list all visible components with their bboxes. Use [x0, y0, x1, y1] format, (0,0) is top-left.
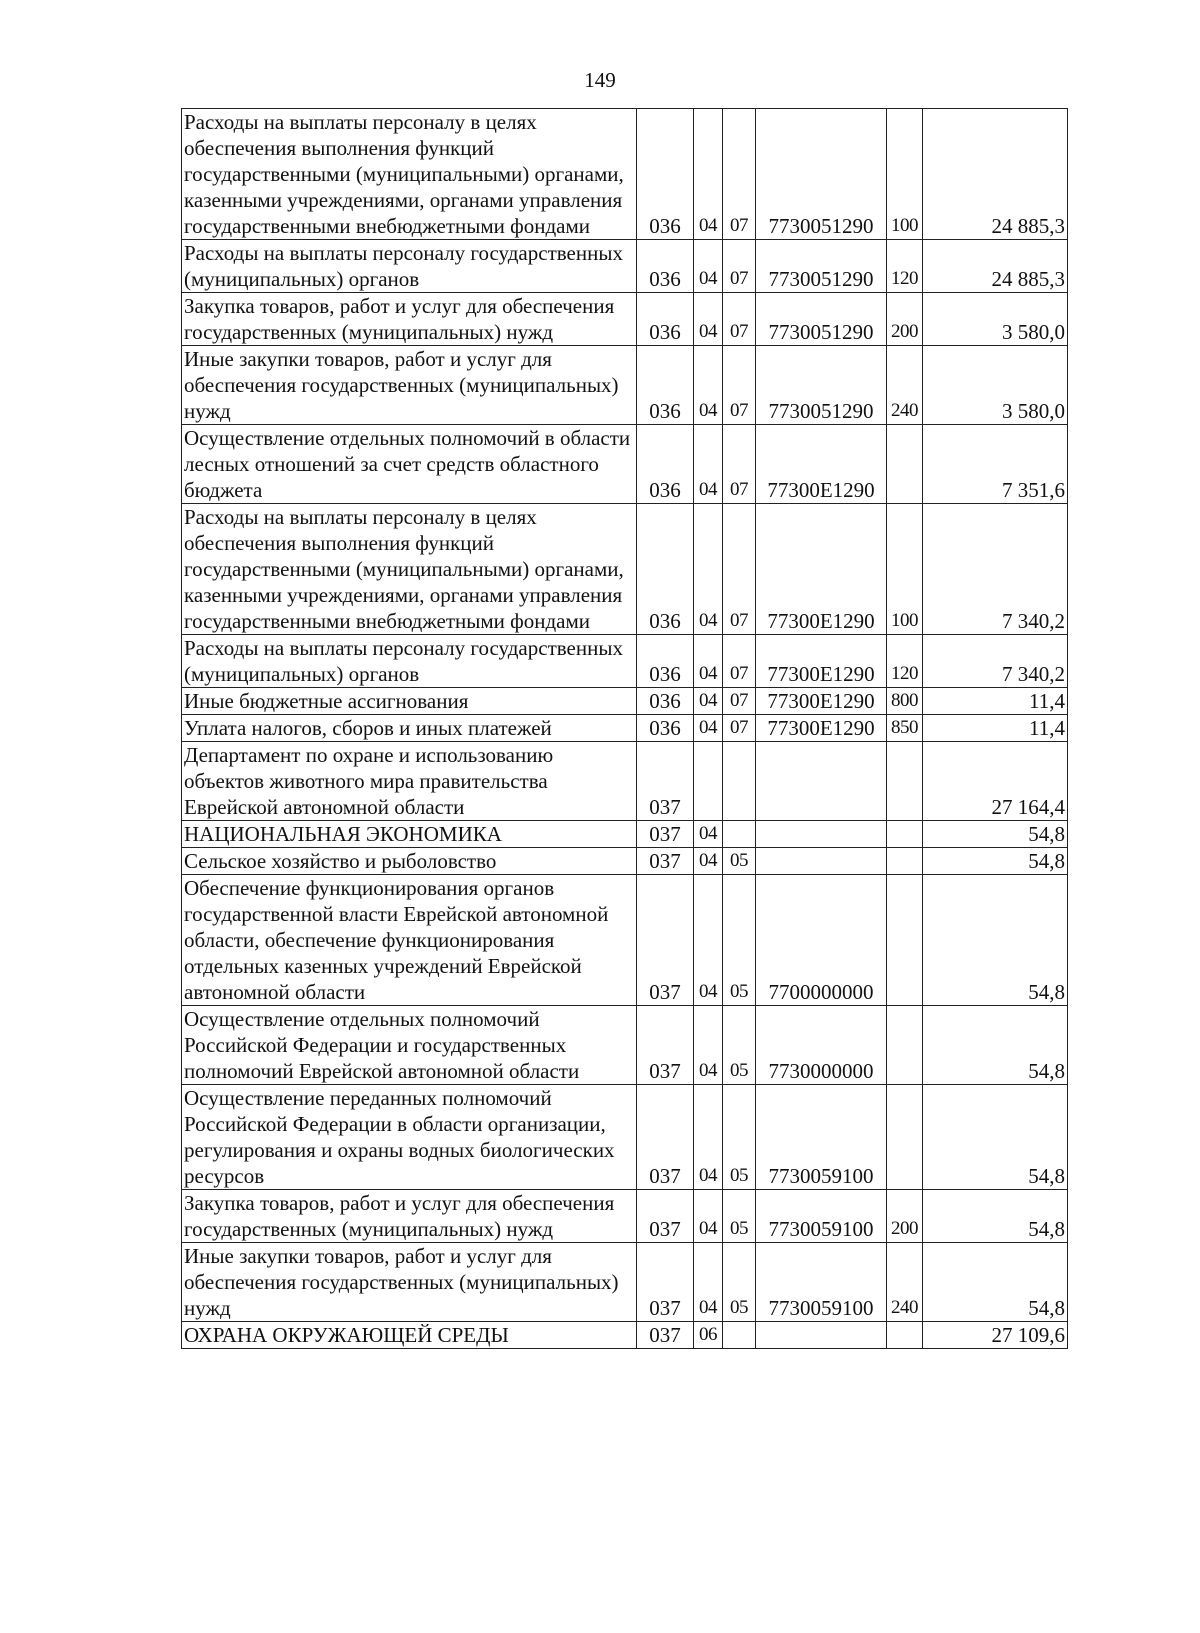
row-name: Расходы на выплаты персоналу в целях обеспечения выполнения функций государственными (муниципальными) органами, казенными учреждениями, органами управления государственными внебюджетными фондами: [182, 504, 637, 635]
subsection-code: [723, 821, 756, 848]
amount: 54,8: [923, 1243, 1068, 1322]
subsection-code: 05: [723, 1085, 756, 1190]
section-code: 04: [694, 875, 723, 1006]
amount: 7 351,6: [923, 425, 1068, 504]
section-code: 04: [694, 1190, 723, 1243]
section-code: 04: [694, 346, 723, 425]
subsection-code: 07: [723, 240, 756, 293]
subsection-code: [723, 742, 756, 821]
row-name: Расходы на выплаты персоналу государственных (муниципальных) органов: [182, 635, 637, 688]
amount: 54,8: [923, 1006, 1068, 1085]
amount: 24 885,3: [923, 109, 1068, 240]
expense-type-code: 200: [887, 293, 923, 346]
expense-type-code: [887, 425, 923, 504]
row-name: Обеспечение функционирования органов государственной власти Еврейской автономной области, обеспечение функционирования отдельных казенных учреждений Еврейской автономной области: [182, 875, 637, 1006]
grbs-code: 037: [637, 1243, 694, 1322]
section-code: 04: [694, 1085, 723, 1190]
grbs-code: 036: [637, 688, 694, 715]
amount: 54,8: [923, 1085, 1068, 1190]
table-row: [182, 1243, 1068, 1322]
table-row: [182, 715, 1068, 742]
table-row: [182, 1006, 1068, 1085]
expense-type-code: [887, 875, 923, 1006]
target-article-code: 77300E1290: [756, 715, 887, 742]
target-article-code: [756, 1322, 887, 1349]
target-article-code: 7730059100: [756, 1243, 887, 1322]
expense-type-code: [887, 742, 923, 821]
section-code: 04: [694, 848, 723, 875]
row-name: Закупка товаров, работ и услуг для обеспечения государственных (муниципальных) нужд: [182, 1190, 637, 1243]
expense-type-code: 800: [887, 688, 923, 715]
amount: 54,8: [923, 1190, 1068, 1243]
budget-table: [181, 108, 1068, 1349]
row-name: Уплата налогов, сборов и иных платежей: [182, 715, 637, 742]
target-article-code: 7730000000: [756, 1006, 887, 1085]
expense-type-code: 200: [887, 1190, 923, 1243]
grbs-code: 037: [637, 848, 694, 875]
table-row: [182, 821, 1068, 848]
amount: 27 109,6: [923, 1322, 1068, 1349]
grbs-code: 037: [637, 1322, 694, 1349]
table-row: [182, 848, 1068, 875]
subsection-code: 07: [723, 688, 756, 715]
target-article-code: 7730051290: [756, 109, 887, 240]
section-code: 04: [694, 293, 723, 346]
table-row: [182, 109, 1068, 240]
target-article-code: 77300E1290: [756, 635, 887, 688]
expense-type-code: [887, 1085, 923, 1190]
table-row: [182, 504, 1068, 635]
amount: 11,4: [923, 715, 1068, 742]
page-number: 149: [584, 68, 616, 92]
expense-type-code: [887, 848, 923, 875]
subsection-code: 05: [723, 848, 756, 875]
section-code: [694, 742, 723, 821]
expense-type-code: 100: [887, 504, 923, 635]
expense-type-code: 100: [887, 109, 923, 240]
amount: 11,4: [923, 688, 1068, 715]
section-code: 04: [694, 688, 723, 715]
expense-type-code: [887, 821, 923, 848]
table-row: [182, 742, 1068, 821]
section-code: 06: [694, 1322, 723, 1349]
subsection-code: 05: [723, 1006, 756, 1085]
row-name: Департамент по охране и использованию объектов животного мира правительства Еврейской автономной области: [182, 742, 637, 821]
row-name: Осуществление отдельных полномочий в области лесных отношений за счет средств областного бюджета: [182, 425, 637, 504]
expense-type-code: 120: [887, 240, 923, 293]
section-code: 04: [694, 504, 723, 635]
section-code: 04: [694, 109, 723, 240]
table-row: [182, 425, 1068, 504]
target-article-code: 7730059100: [756, 1190, 887, 1243]
row-name: ОХРАНА ОКРУЖАЮЩЕЙ СРЕДЫ: [182, 1322, 637, 1349]
amount: 3 580,0: [923, 293, 1068, 346]
expense-type-code: 240: [887, 346, 923, 425]
table-row: [182, 1190, 1068, 1243]
target-article-code: 77300E1290: [756, 504, 887, 635]
subsection-code: 07: [723, 635, 756, 688]
row-name: Расходы на выплаты персоналу в целях обеспечения выполнения функций государственными (муниципальными) органами, казенными учреждениями, органами управления государственными внебюджетными фондами: [182, 109, 637, 240]
amount: 54,8: [923, 875, 1068, 1006]
subsection-code: 05: [723, 1190, 756, 1243]
grbs-code: 037: [637, 821, 694, 848]
amount: 24 885,3: [923, 240, 1068, 293]
grbs-code: 037: [637, 875, 694, 1006]
target-article-code: 77300E1290: [756, 425, 887, 504]
table-row: [182, 875, 1068, 1006]
subsection-code: 07: [723, 504, 756, 635]
target-article-code: 7730051290: [756, 240, 887, 293]
expense-type-code: [887, 1006, 923, 1085]
target-article-code: 77300E1290: [756, 688, 887, 715]
subsection-code: 07: [723, 715, 756, 742]
grbs-code: 037: [637, 1085, 694, 1190]
grbs-code: 037: [637, 1006, 694, 1085]
amount: 7 340,2: [923, 635, 1068, 688]
row-name: Расходы на выплаты персоналу государственных (муниципальных) органов: [182, 240, 637, 293]
section-code: 04: [694, 715, 723, 742]
expense-type-code: 120: [887, 635, 923, 688]
row-name: Осуществление отдельных полномочий Российской Федерации и государственных полномочий Еврейской автономной области: [182, 1006, 637, 1085]
row-name: Иные закупки товаров, работ и услуг для обеспечения государственных (муниципальных) нужд: [182, 346, 637, 425]
grbs-code: 036: [637, 425, 694, 504]
target-article-code: 7730051290: [756, 346, 887, 425]
amount: 54,8: [923, 821, 1068, 848]
expense-type-code: [887, 1322, 923, 1349]
subsection-code: 05: [723, 875, 756, 1006]
grbs-code: 037: [637, 1190, 694, 1243]
section-code: 04: [694, 1006, 723, 1085]
target-article-code: 7730051290: [756, 293, 887, 346]
row-name: Иные закупки товаров, работ и услуг для обеспечения государственных (муниципальных) нужд: [182, 1243, 637, 1322]
table-row: [182, 1322, 1068, 1349]
subsection-code: 07: [723, 425, 756, 504]
table-row: [182, 1085, 1068, 1190]
amount: 7 340,2: [923, 504, 1068, 635]
grbs-code: 036: [637, 109, 694, 240]
section-code: 04: [694, 821, 723, 848]
expense-type-code: 240: [887, 1243, 923, 1322]
subsection-code: 07: [723, 109, 756, 240]
row-name: Закупка товаров, работ и услуг для обеспечения государственных (муниципальных) нужд: [182, 293, 637, 346]
subsection-code: 05: [723, 1243, 756, 1322]
table-row: [182, 240, 1068, 293]
target-article-code: [756, 821, 887, 848]
amount: 27 164,4: [923, 742, 1068, 821]
table-row: [182, 635, 1068, 688]
subsection-code: 07: [723, 293, 756, 346]
grbs-code: 036: [637, 293, 694, 346]
table-row: [182, 293, 1068, 346]
target-article-code: 7700000000: [756, 875, 887, 1006]
row-name: НАЦИОНАЛЬНАЯ ЭКОНОМИКА: [182, 821, 637, 848]
amount: 54,8: [923, 848, 1068, 875]
amount: 3 580,0: [923, 346, 1068, 425]
row-name: Сельское хозяйство и рыболовство: [182, 848, 637, 875]
section-code: 04: [694, 1243, 723, 1322]
grbs-code: 037: [637, 742, 694, 821]
section-code: 04: [694, 425, 723, 504]
subsection-code: [723, 1322, 756, 1349]
row-name: Осуществление переданных полномочий Российской Федерации в области организации, регулирования и охраны водных биологических ресурсов: [182, 1085, 637, 1190]
grbs-code: 036: [637, 240, 694, 293]
subsection-code: 07: [723, 346, 756, 425]
grbs-code: 036: [637, 346, 694, 425]
table-row: [182, 346, 1068, 425]
grbs-code: 036: [637, 504, 694, 635]
row-name: Иные бюджетные ассигнования: [182, 688, 637, 715]
grbs-code: 036: [637, 715, 694, 742]
section-code: 04: [694, 635, 723, 688]
table-row: [182, 688, 1068, 715]
target-article-code: [756, 848, 887, 875]
expense-type-code: 850: [887, 715, 923, 742]
target-article-code: 7730059100: [756, 1085, 887, 1190]
grbs-code: 036: [637, 635, 694, 688]
target-article-code: [756, 742, 887, 821]
section-code: 04: [694, 240, 723, 293]
